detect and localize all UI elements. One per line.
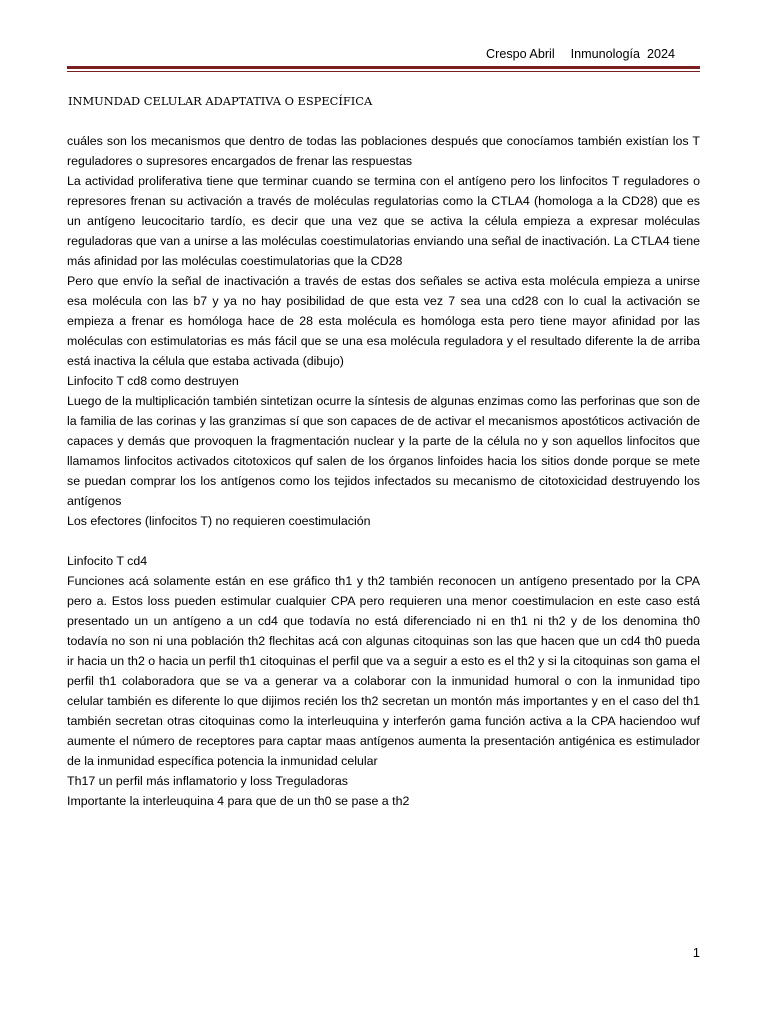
- header-year: 2024: [646, 47, 675, 61]
- paragraph: Luego de la multiplicación también sintetizan ocurre la síntesis de algunas enzimas como las perforinas que son de la familia de las corinas y las granzimas sí que son capaces de de activar el mecanismos apostóticos activación de capaces y demás que provoquen la fragmentación nuclear y la parte de la célula no y son aquellos linfocitos que llamamos linfocitos activados citotoxicos quf salen de los órganos linfoides hacia los sitios donde porque se mete se puedan comprar los los antígenos como los tejidos infectados su mecanismo de citotoxicidad destruyendo los antígenos: [67, 394, 700, 508]
- paragraph: Los efectores (linfocitos T) no requieren coestimulación: [67, 514, 371, 528]
- paragraph: Th17 un perfil más inflamatorio y loss Treguladoras: [67, 774, 348, 788]
- blank-line: [67, 531, 700, 551]
- page-header: [0, 46, 675, 62]
- page-number: 1: [692, 945, 700, 960]
- header-rule-thin: [67, 71, 700, 72]
- paragraph: La actividad proliferativa tiene que terminar cuando se termina con el antígeno pero los linfocitos T reguladores o represores frenan su activación a través de moléculas regulatorias como la CTLA4 (homologa a la CD28) que es un antígeno leucocitario tardío, es decir que una vez que se activa la célula empieza a expresar moléculas reguladoras que van a unirse a las moléculas coestimulatorias enviando una señal de inactivación. La CTLA4 tiene más afinidad por las moléculas coestimulatorias que la CD28: [67, 174, 700, 268]
- header-rule-thick: [67, 66, 700, 69]
- paragraph-heading: Linfocito T cd8 como destruyen: [67, 374, 239, 388]
- header-subject: Inmunología: [570, 47, 640, 61]
- paragraph-heading: Linfocito T cd4: [67, 554, 148, 568]
- header-author: Crespo Abril: [486, 47, 555, 61]
- paragraph: Importante la interleuquina 4 para que de un th0 se pase a th2: [67, 794, 410, 808]
- document-title: INMUNDAD CELULAR ADAPTATIVA O ESPECÍFICA: [68, 94, 373, 108]
- paragraph: Funciones acá solamente están en ese gráfico th1 y th2 también reconocen un antígeno presentado por la CPA pero a. Estos loss pueden estimular cualquier CPA pero requieren una menor coestimulacion en este caso está presentado un un antígeno a un cd4 que todavía no está diferenciado ni en th1 ni th2 y de los denomina th0 todavía no son ni una población th2 flechitas acá con algunas citoquinas son las que hacen que un cd4 th0 pueda ir hacia un th2 o hacia un perfil th1 citoquinas el perfil que va a seguir a esto es el th2 y si la citoquinas son gama el perfil th1 colaboradora que se va a generar va a colaborar con la inmunidad humoral o con la inmunidad tipo celular también es diferente lo que dijimos recién los th2 secretan un montón más importantes y en el caso del th1 también secretan otras citoquinas como la interleuquina y interferón gama función activa a la CPA haciendoo wuf aumente el número de receptores para captar maas antígenos aumenta la presentación antigénica es estimulador de la inmunidad específica potencia la inmunidad celular: [67, 574, 700, 768]
- paragraph: Pero que envío la señal de inactivación a través de estas dos señales se activa esta molécula empieza a unirse esa molécula con las b7 y ya no hay posibilidad de que esta vez 7 sea una cd28 con lo cual la activación se empieza a frenar es homóloga hace de 28 esta molécula es homóloga esta pero tiene mayor afinidad por las moléculas con estimulatorias es más fácil que se una esa molécula reguladora y el resultado diferente la de arriba está inactiva la célula que estaba activada (dibujo): [67, 274, 700, 368]
- paragraph: cuáles son los mecanismos que dentro de todas las poblaciones después que conocíamos también existían los T reguladores o supresores encargados de frenar las respuestas: [67, 134, 700, 168]
- document-body: [67, 131, 700, 811]
